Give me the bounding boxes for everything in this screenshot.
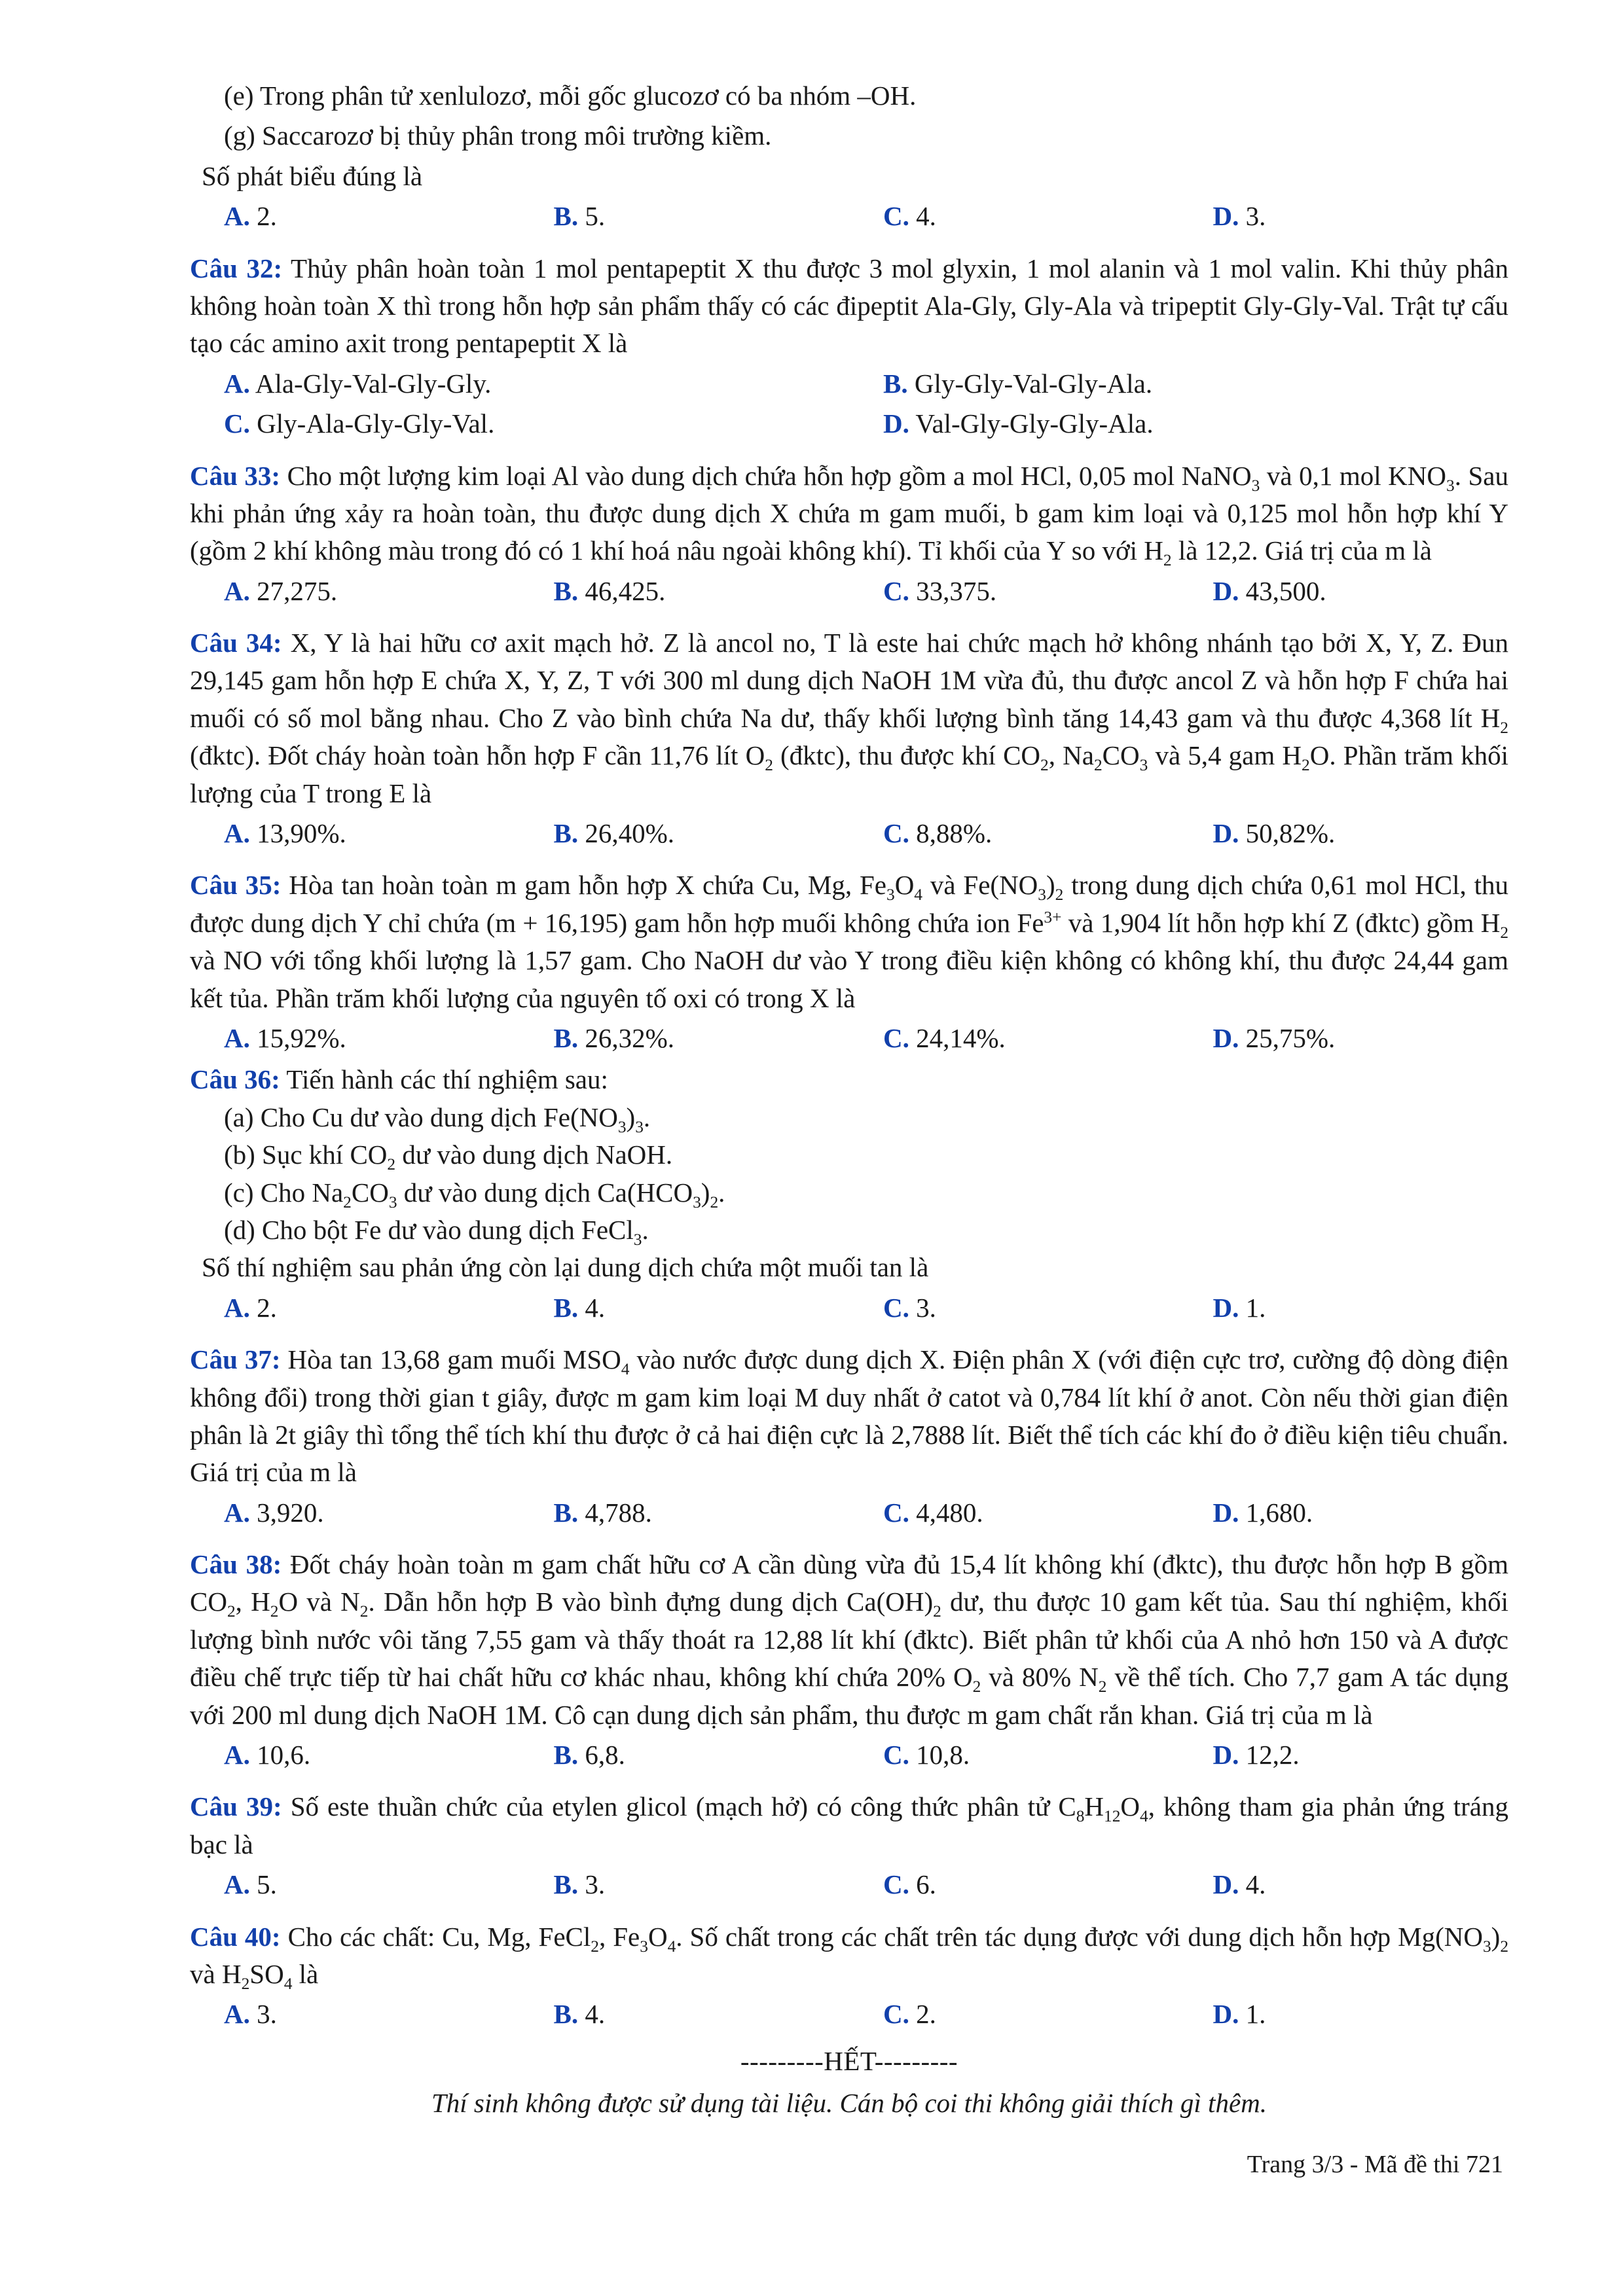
question-37-label: Câu 37: <box>190 1344 281 1375</box>
options-row-q33 <box>190 573 1508 610</box>
option-b[interactable]: B. 3. <box>553 1869 606 1900</box>
option-c[interactable]: C. 8,88%. <box>883 818 993 849</box>
option-d[interactable]: D. 1,680. <box>1213 1497 1313 1528</box>
option-b[interactable]: B. 46,425. <box>553 575 666 606</box>
option-b[interactable]: B. 6,8. <box>553 1740 625 1770</box>
option-a[interactable]: A. 15,92%. <box>224 1022 346 1053</box>
option-c[interactable]: C. 2. <box>883 1999 936 2030</box>
q36-item-c: (c) Cho $Na_2CO_3$ dư vào dung dịch $Ca(HCO_3)_2$. <box>224 1177 725 1211</box>
option-d[interactable]: D. 1. <box>1213 1999 1266 2030</box>
options-row-q32-2 <box>190 405 1508 442</box>
question-37 <box>190 1341 1508 1492</box>
option-a[interactable]: A. 27,275. <box>224 575 338 606</box>
question-33 <box>190 457 1508 570</box>
options-row-q37 <box>190 1494 1508 1532</box>
option-d[interactable]: D. 1. <box>1213 1292 1266 1323</box>
question-36-label: Câu 36: <box>190 1064 280 1095</box>
option-c[interactable]: C. 6. <box>883 1869 936 1900</box>
question-37-body: Hòa tan 13,68 gam muối $MSO_4$ vào nước được dung dịch X. Điện phân X (với điện cực trơ, cường độ dòng điện không đổi) trong thời gian t giây, được m gam kim loại M duy nhất ở catot và 0,784 lít khí ở anot. Còn nếu thời gian điện phân là 2t giây thì tổng thể tích khí thu được ở cả hai điện cực là 2,7888 lít. Biết thể tích các khí đo ở điều kiện tiêu chuẩn. Giá trị của m là <box>190 1344 1509 1488</box>
end-marker: ---------HẾT--------- <box>740 2045 958 2076</box>
question-32 <box>190 250 1508 363</box>
option-c[interactable]: C. 4,480. <box>883 1497 983 1528</box>
option-c[interactable]: C. 33,375. <box>883 575 997 606</box>
question-34-label: Câu 34: <box>190 628 282 658</box>
option-d[interactable]: D. 43,500. <box>1213 575 1326 606</box>
option-a[interactable]: A. 2. <box>224 1292 277 1323</box>
question-34 <box>190 624 1508 812</box>
question-34-body: X, Y là hai hữu cơ axit mạch hở. Z là ancol no, T là este hai chức mạch hở không nhánh tạo bởi X, Y, Z. Đun 29,145 gam hỗn hợp E chứa X, Y, Z, T với 300 ml dung dịch NaOH 1M vừa đủ, thu được ancol Z và hỗn hợp F chứa hai muối có số mol bằng nhau. Cho Z vào bình chứa Na dư, thấy khối lượng bình tăng 14,43 gam và thu được 4,368 lít $H_2$ (đktc). Đốt cháy hoàn toàn hỗn hợp F cần 11,76 lít $O_2$ (đktc), thu được khí $CO_2$, $Na_2CO_3$ và 5,4 gam $H_2O$. Phần trăm khối lượng của T trong E là <box>190 628 1509 808</box>
question-32-body: Thủy phân hoàn toàn 1 mol pentapeptit X thu được 3 mol glyxin, 1 mol alanin và 1 mol valin. Khi thủy phân không hoàn toàn X thì trong hỗn hợp sản phẩm thấy có các đipeptit Ala-Gly, Gly-Ala và tripeptit Gly-Gly-Val. Trật tự cấu tạo các amino axit trong pentapeptit X là <box>190 253 1508 359</box>
exam-note: Thí sinh không được sử dụng tài liệu. Cán bộ coi thi không giải thích gì thêm. <box>431 2087 1267 2118</box>
question-39 <box>190 1788 1508 1863</box>
option-c[interactable]: C. 3. <box>883 1292 936 1323</box>
option-b[interactable]: B. Gly-Gly-Val-Gly-Ala. <box>883 368 1153 399</box>
options-row-q31 <box>190 198 1508 235</box>
option-b[interactable]: B. 4,788. <box>553 1497 652 1528</box>
question-33-body: Cho một lượng kim loại Al vào dung dịch chứa hỗn hợp gồm a mol HCl, 0,05 mol NaNO$_3$ và 0,1 mol $KNO_3$. Sau khi phản ứng xảy ra hoàn toàn, thu được dung dịch X chứa m gam muối, b gam kim loại và 0,125 mol hỗn hợp khí Y (gồm 2 khí không màu trong đó có 1 khí hoá nâu ngoài không khí). Tỉ khối của Y so với $H_2$ là 12,2. Giá trị của m là <box>190 460 1508 570</box>
option-a[interactable]: A. 3,920. <box>224 1497 324 1528</box>
options-row-q39 <box>190 1866 1508 1903</box>
option-b[interactable]: B. 26,40%. <box>553 818 675 849</box>
option-a[interactable]: A. 13,90%. <box>224 818 346 849</box>
statement-e: (e) Trong phân tử xenlulozơ, mỗi gốc glucozơ có ba nhóm –OH. <box>224 81 917 111</box>
question-40 <box>190 1918 1508 1994</box>
option-d[interactable]: D. 4. <box>1213 1869 1266 1900</box>
question-38-label: Câu 38: <box>190 1549 282 1580</box>
options-row-q38 <box>190 1736 1508 1774</box>
option-a[interactable]: A. 5. <box>224 1869 277 1900</box>
option-c[interactable]: C. Gly-Ala-Gly-Gly-Val. <box>224 408 495 439</box>
page-footer: Trang 3/3 - Mã đề thi 721 <box>1247 2150 1503 2178</box>
question-38-body: Đốt cháy hoàn toàn m gam chất hữu cơ A cần dùng vừa đủ 15,4 lít không khí (đktc), thu được hỗn hợp B gồm $CO_2$, $H_2O$ và $N_2$. Dẫn hỗn hợp B vào bình đựng dung dịch $Ca(OH)_2$ dư, thu được 10 gam kết tủa. Sau thí nghiệm, khối lượng bình nước vôi tăng 7,55 gam và thấy thoát ra 12,88 lít khí (đktc). Biết phân tử khối của A nhỏ hơn 150 và A được điều chế trực tiếp từ hai chất hữu cơ khác nhau, không khí chứa 20% $O_2$ và 80% $N_2$ về thể tích. Cho 7,7 gam A tác dụng với 200 ml dung dịch NaOH 1M. Cô cạn dung dịch sản phẩm, thu được m gam chất rắn khan. Giá trị của m là <box>190 1549 1509 1730</box>
q36-item-d: (d) Cho bột Fe dư vào dung dịch FeCl$_3$. <box>224 1214 649 1249</box>
option-d[interactable]: D. 25,75%. <box>1213 1022 1336 1053</box>
option-c[interactable]: C. 4. <box>883 201 936 232</box>
q36-item-b: (b) Sục khí $CO_2$ dư vào dung dịch NaOH. <box>224 1139 673 1174</box>
option-b[interactable]: B. 4. <box>553 1292 606 1323</box>
option-d[interactable]: D. 50,82%. <box>1213 818 1336 849</box>
q36-item-a: (a) Cho Cu dư vào dung dịch $Fe(NO_3)_3$. <box>224 1102 651 1136</box>
question-36-body: Tiến hành các thí nghiệm sau: <box>286 1064 608 1095</box>
option-d[interactable]: D. 12,2. <box>1213 1740 1300 1770</box>
option-c[interactable]: C. 10,8. <box>883 1740 970 1770</box>
option-b[interactable]: B. 5. <box>553 201 606 232</box>
option-b[interactable]: B. 4. <box>553 1999 606 2030</box>
option-c[interactable]: C. 24,14%. <box>883 1022 1006 1053</box>
question-32-label: Câu 32: <box>190 253 283 283</box>
statement-g: (g) Saccarozơ bị thủy phân trong môi trường kiềm. <box>224 120 772 151</box>
question-36 <box>190 1061 1508 1098</box>
question-39-label: Câu 39: <box>190 1791 282 1822</box>
question-35-body: Hòa tan hoàn toàn m gam hỗn hợp X chứa Cu, Mg, $Fe_3O_4$ và $Fe(NO_3)_2$ trong dung dịch chứa 0,61 mol HCl, thu được dung dịch Y chỉ chứa (m + 16,195) gam hỗn hợp muối không chứa ion $Fe^{3+}$ và 1,904 lít hỗn hợp khí Z (đktc) gồm $H_2$ và NO với tổng khối lượng là 1,57 gam. Cho NaOH dư vào Y trong điều kiện không có không khí, thu được 24,44 gam kết tủa. Phần trăm khối lượng của nguyên tố oxi có trong X là <box>190 870 1509 1013</box>
question-40-label: Câu 40: <box>190 1921 281 1952</box>
option-a[interactable]: A. Ala-Gly-Val-Gly-Gly. <box>224 368 492 399</box>
option-a[interactable]: A. 10,6. <box>224 1740 311 1770</box>
question-35 <box>190 867 1508 1017</box>
question-38 <box>190 1546 1508 1734</box>
question-33-label: Câu 33: <box>190 460 281 491</box>
question-35-label: Câu 35: <box>190 870 282 901</box>
question-40-body: Cho các chất: Cu, Mg, FeCl$_2$, $Fe_3O_4$. Số chất trong các chất trên tác dụng được với dung dịch hỗn hợp $Mg(NO_3)_2$ và $H_2SO_4$ là <box>190 1921 1509 1994</box>
options-row-q34 <box>190 815 1508 852</box>
option-d[interactable]: D. 3. <box>1213 201 1266 232</box>
options-row-q36 <box>190 1289 1508 1327</box>
option-a[interactable]: A. 2. <box>224 201 277 232</box>
q36-lead: Số thí nghiệm sau phản ứng còn lại dung dịch chứa một muối tan là <box>202 1252 929 1283</box>
options-row-q35 <box>190 1020 1508 1057</box>
question-39-body: Số este thuần chức của etylen glicol (mạch hở) có công thức phân tử $C_8H_{12}O_4$, không tham gia phản ứng tráng bạc là <box>190 1791 1509 1859</box>
statement-count-lead: Số phát biểu đúng là <box>202 160 423 191</box>
options-row-q32 <box>190 365 1508 403</box>
options-row-q40 <box>190 1996 1508 2033</box>
option-b[interactable]: B. 26,32%. <box>553 1022 675 1053</box>
option-a[interactable]: A. 3. <box>224 1999 277 2030</box>
option-d[interactable]: D. Val-Gly-Gly-Gly-Ala. <box>883 408 1154 439</box>
